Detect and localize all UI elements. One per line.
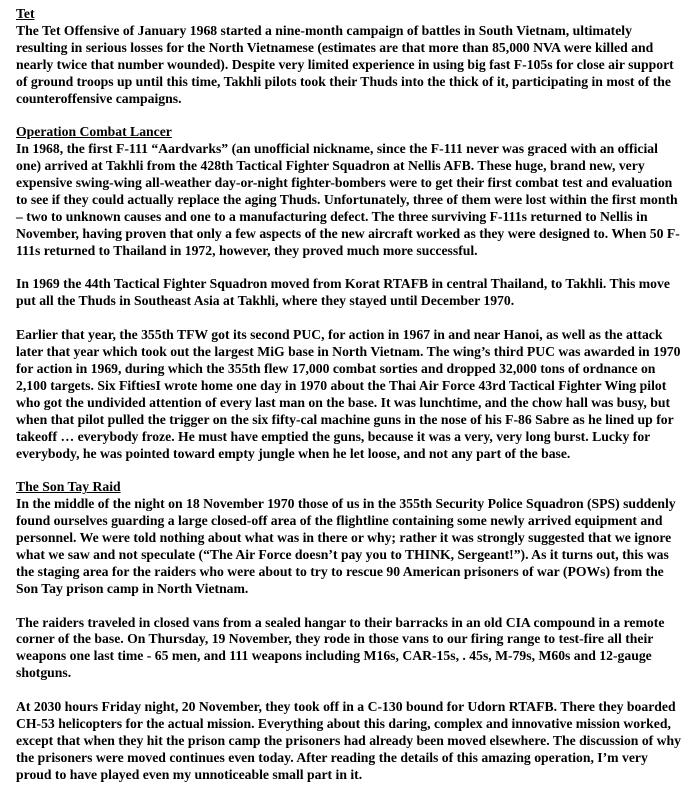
paragraph-night-guard: In the middle of the night on 18 November 1970 those of us in the 355th Security Police Squadron (SPS) suddenly found ourselves guarding a large closed-off area of the flightline containing some newly arrived equipment and personnel. We were told nothing about what was in there or why; rather it was strongly suggested that we ignore what we saw and not speculate (“The Air Force doesn’t pay you to THINK, Sergeant!”). As it turns out, this was the staging area for the raiders who were about to try to rescue 90 American prisoners of war (POWs) from the Son Tay prison camp in North Vietnam.	[16, 496, 676, 596]
section-heading-combat-lancer: Operation Combat Lancer	[16, 124, 172, 140]
paragraph-raiders-vans: The raiders traveled in closed vans from a sealed hangar to their barracks in an old CIA compound in a remote corner of the base. On Thursday, 19 November, they rode in those vans to our firing range to test-fire all their weapons one last time - 65 men, and 111 weapons including M16s, CAR-15s, . 45s, M-79s, M60s and 12-gauge shotguns.	[16, 614, 665, 681]
paragraph-44th-tfs: In 1969 the 44th Tactical Fighter Squadron moved from Korat RTAFB in central Thailand, to Takhli. This move put all the Thuds in Southeast Asia at Takhli, where they stayed until December 1970.	[16, 276, 670, 309]
section-tet	[16, 6, 683, 107]
section-heading-tet: Tet	[16, 6, 35, 21]
section-heading-son-tay: The Son Tay Raid	[16, 479, 121, 495]
paragraph-c130-takeoff: At 2030 hours Friday night, 20 November, they took off in a C-130 bound for Udorn RTAFB. There they boarded CH-53 helicopters for the actual mission. Everything about this daring, complex and innovative mission worked, except that when they hit the prison camp the prisoners had already been moved elsewhere. The discussion of why the prisoners were moved continues even today. After reading the details of this amazing operation, I’m very proud to have played even my unnoticeable small part in it.	[16, 699, 681, 782]
document-page	[16, 6, 683, 800]
paragraph-355th-puc: Earlier that year, the 355th TFW got its second PUC, for action in 1967 in and near Hanoi, as well as the attack later that year which took out the largest MiG base in North Vietnam. The wing’s third PUC was awarded in 1970 for action in 1969, during which the 355th flew 17,000 combat sorties and dropped 32,000 tons of ordnance on 2,100 targets. Six FiftiesI wrote home one day in 1970 about the Thai Air Force 43rd Tactical Fighter Wing pilot who got the undivided attention of every last man on the base. It was lunchtime, and the chow hall was busy, but when that pilot pulled the trigger on the six fifty-cal machine guns in the nose of his F-86 Sabre as he lined up for takeoff … everybody froze. He must have emptied the guns, because it was a very, very long burst. Lucky for everybody, he was pointed toward empty jungle when he let loose, and not any part of the base.	[16, 327, 681, 461]
section-operation-combat-lancer	[16, 124, 683, 462]
paragraph-f111-aardvarks: In 1968, the first F-111 “Aardvarks” (an unofficial nickname, since the F-111 never was graced with an official one) arrived at Takhli from the 428th Tactical Fighter Squadron at Nellis AFB. These huge, brand new, very expensive swing-wing all-weather day-or-night fighter-bombers were to get their first combat test and evaluation to see if they could actually replace the aging Thuds. Unfortunately, three of them were lost within the first month – two to unknown causes and one to a manufacturing defect. The three surviving F-111s returned to Nellis in November, having proven that only a few aspects of the new aircraft worked as they were designed to. When 50 F-111s returned to Thailand in 1972, however, they proved much more successful.	[16, 141, 680, 258]
paragraph-tet-offensive: The Tet Offensive of January 1968 started a nine-month campaign of battles in South Vietnam, ultimately resulting in serious losses for the North Vietnamese (estimates are that more than 85,000 NVA were killed and nearly twice that number wounded). Despite very limited experience in using big fast F-105s for close air support of ground troops up until this time, Takhli pilots took their Thuds into the thick of it, participating in most of the counteroffensive campaigns.	[16, 22, 674, 106]
section-son-tay-raid	[16, 479, 683, 783]
